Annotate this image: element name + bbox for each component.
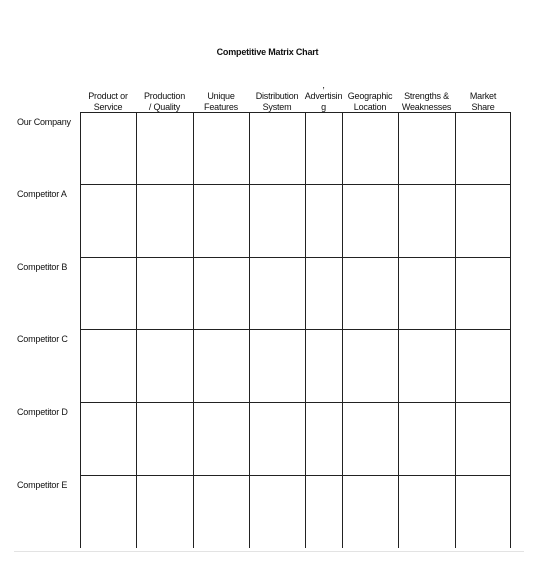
column-header-production: Production / Quality: [143, 91, 186, 112]
row-label-competitor-e: Competitor E: [17, 480, 68, 490]
chart-title: Competitive Matrix Chart: [216, 47, 319, 57]
column-header-advertising: , Advertisin g: [304, 80, 343, 112]
column-header-geographic: Geographic Location: [347, 91, 393, 112]
row-label-competitor-a: Competitor A: [17, 189, 67, 199]
column-header-product: Product or Service: [88, 91, 128, 112]
row-label-competitor-c: Competitor C: [17, 334, 68, 344]
matrix-grid-lines: [80, 112, 511, 548]
column-header-market-share: Market Share: [469, 91, 497, 112]
row-label-our-company: Our Company: [17, 117, 71, 127]
page-bottom-divider: [14, 551, 524, 552]
row-label-competitor-b: Competitor B: [17, 262, 68, 272]
row-label-competitor-d: Competitor D: [17, 407, 68, 417]
matrix-grid: [80, 112, 511, 548]
column-header-distribution: Distribution System: [255, 91, 299, 112]
column-header-features: Unique Features: [204, 91, 238, 112]
column-header-strengths: Strengths & Weaknesses: [401, 91, 452, 112]
